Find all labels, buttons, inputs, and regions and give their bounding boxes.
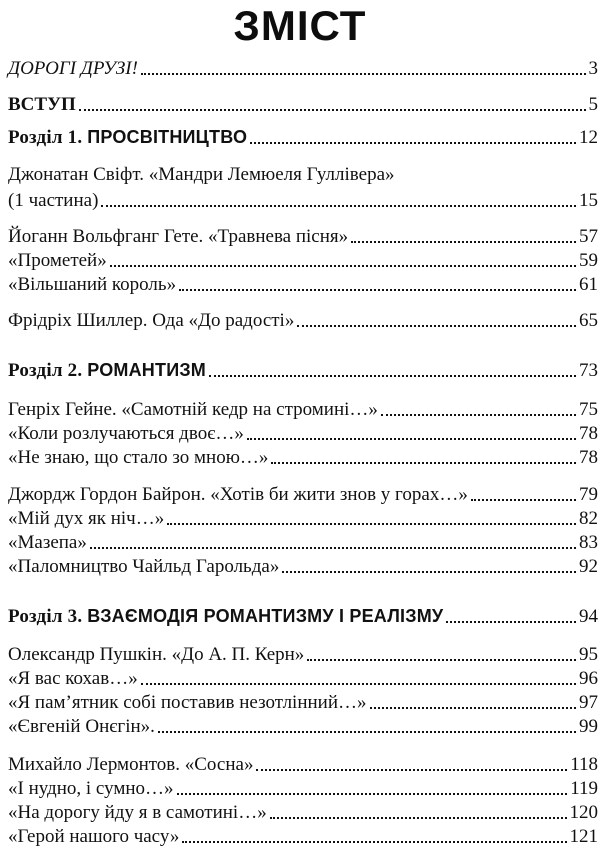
dot-leader [307,658,576,661]
toc-entry-childe-harold[interactable] [8,554,598,578]
dot-leader [209,374,576,377]
toc-entry-label: «Вільшаний король» [8,274,177,295]
toc-entry-label: ВСТУП [8,94,76,115]
section-prefix: Розділ 2. [8,360,88,381]
toc-entry-pushkin-monument[interactable] [8,690,598,714]
toc-entry-goethe[interactable] [8,224,598,248]
toc-entry-heine-three[interactable] [8,445,598,469]
toc-section-label [8,605,443,628]
section-prefix: Розділ 3. [8,606,88,627]
toc-section-3[interactable] [8,604,598,628]
toc-entry-erlking[interactable] [8,272,598,296]
toc-entry-label: ДОРОГІ ДРУЗІ! [8,58,138,79]
toc-entry-label: «І нудно, і сумно…» [8,778,174,799]
toc-page-number: 118 [570,754,598,775]
toc-page-number: 94 [579,606,598,627]
toc-page-number: 92 [579,556,598,577]
toc-page-number: 95 [579,644,598,665]
dot-leader [250,141,576,144]
section-title: РОМАНТИЗМ [87,360,206,380]
toc-entry-lermontov[interactable] [8,752,598,776]
dot-leader [282,570,576,573]
dot-leader [141,72,586,75]
toc-entry-label: «Мазепа» [8,532,87,553]
dot-leader [182,840,566,843]
toc-section-label [8,359,206,382]
dot-leader [446,620,576,623]
toc-page-number: 97 [579,692,598,713]
dot-leader [141,682,576,685]
toc-section-2[interactable] [8,358,598,382]
toc-entry-byron[interactable] [8,482,598,506]
toc-entry-label: «Паломництво Чайльд Гарольда» [8,556,280,577]
toc-entry-prometheus[interactable] [8,248,598,272]
toc-entry-label: Михайло Лермонтов. «Сосна» [8,754,254,775]
toc-entry-swift[interactable] [8,188,598,212]
section-prefix: Розділ 1. [8,127,88,148]
toc-page-number: 96 [579,668,598,689]
dot-leader [381,413,576,416]
toc-entry-label: Йоганн Вольфганг Гете. «Травнева пісня» [8,226,349,247]
toc-entry-label: Фрідріх Шиллер. Ода «До радості» [8,310,295,331]
dot-leader [351,240,576,243]
toc-entry-label: (1 частина) [8,190,99,211]
toc-entry-pushkin-loved[interactable] [8,666,598,690]
toc-page-number: 75 [579,399,598,420]
toc-entry-swift-title[interactable]: Джонатан Свіфт. «Мандри Лемюеля Гуллівера» [8,164,395,185]
toc-page-number: 12 [579,127,598,148]
toc-entry-onegin[interactable] [8,714,598,738]
toc-entry-schiller[interactable] [8,308,598,332]
toc-page-number: 120 [569,802,598,823]
toc-page-number: 83 [579,532,598,553]
toc-page-number: 79 [579,484,598,505]
toc-entry-lermontov-sad[interactable] [8,776,598,800]
toc-entry-hero-of-our-time[interactable] [8,824,598,848]
dot-leader [256,768,567,771]
toc-entry-label: «Прометей» [8,250,107,271]
toc-entry-introduction[interactable] [8,92,598,116]
dot-leader [247,437,576,440]
toc-entry-label: «Герой нашого часу» [8,826,180,847]
toc-entry-label: Олександр Пушкін. «До А. П. Керн» [8,644,305,665]
toc-page-number: 65 [579,310,598,331]
toc-entry-heine[interactable] [8,397,598,421]
dot-leader [101,204,576,207]
toc-page-number: 99 [579,716,598,737]
dot-leader [79,108,586,111]
dot-leader [110,264,576,267]
toc-entry-label: «Не знаю, що стало зо мною…» [8,447,269,468]
toc-entry-label: «На дорогу йду я в самотині…» [8,802,267,823]
toc-page-number: 121 [569,826,598,847]
toc-page-number: 15 [579,190,598,211]
toc-page-number: 61 [579,274,598,295]
toc-entry-label: Джордж Гордон Байрон. «Хотів би жити знов у горах…» [8,484,468,505]
toc-entry-mazeppa[interactable] [8,530,598,554]
dot-leader [177,792,568,795]
toc-page-number: 57 [579,226,598,247]
page-title: ЗМІСТ [233,2,367,49]
dot-leader [158,730,576,733]
toc-entry-label: Генріх Гейне. «Самотній кедр на стромині…» [8,399,378,420]
toc-entry-label: «Євгеній Онєгін». [8,716,155,737]
toc-entry-heine-two[interactable] [8,421,598,445]
section-title: ВЗАЄМОДІЯ РОМАНТИЗМУ І РЕАЛІЗМУ [87,606,444,626]
toc-section-label [8,126,247,149]
dot-leader [370,706,576,709]
dot-leader [297,324,576,327]
toc-entry-label: «Я пам’ятник собі поставив незотлінний…» [8,692,367,713]
dot-leader [167,522,576,525]
toc-entry-label: «Я вас кохав…» [8,668,138,689]
toc-page-number: 78 [579,423,598,444]
dot-leader [90,546,576,549]
toc-page-number: 73 [579,360,598,381]
dot-leader [271,461,576,464]
toc-page-number: 78 [579,447,598,468]
dot-leader [471,498,576,501]
toc-section-1[interactable] [8,125,598,149]
dot-leader [179,288,576,291]
toc-page-number: 5 [588,94,598,115]
section-title: ПРОСВІТНИЦТВО [87,127,248,147]
dot-leader [270,816,567,819]
toc-entry-label: «Коли розлучаються двоє…» [8,423,244,444]
toc-entry-label: «Мій дух як ніч…» [8,508,165,529]
toc-entry-dear-friends[interactable] [8,56,598,80]
toc-page-number: 82 [579,508,598,529]
toc-page-number: 119 [570,778,598,799]
toc-entry-byron-spirit[interactable] [8,506,598,530]
toc-entry-lermontov-road[interactable] [8,800,598,824]
toc-page-number: 3 [588,58,598,79]
toc-entry-pushkin[interactable] [8,642,598,666]
toc-page-number: 59 [579,250,598,271]
